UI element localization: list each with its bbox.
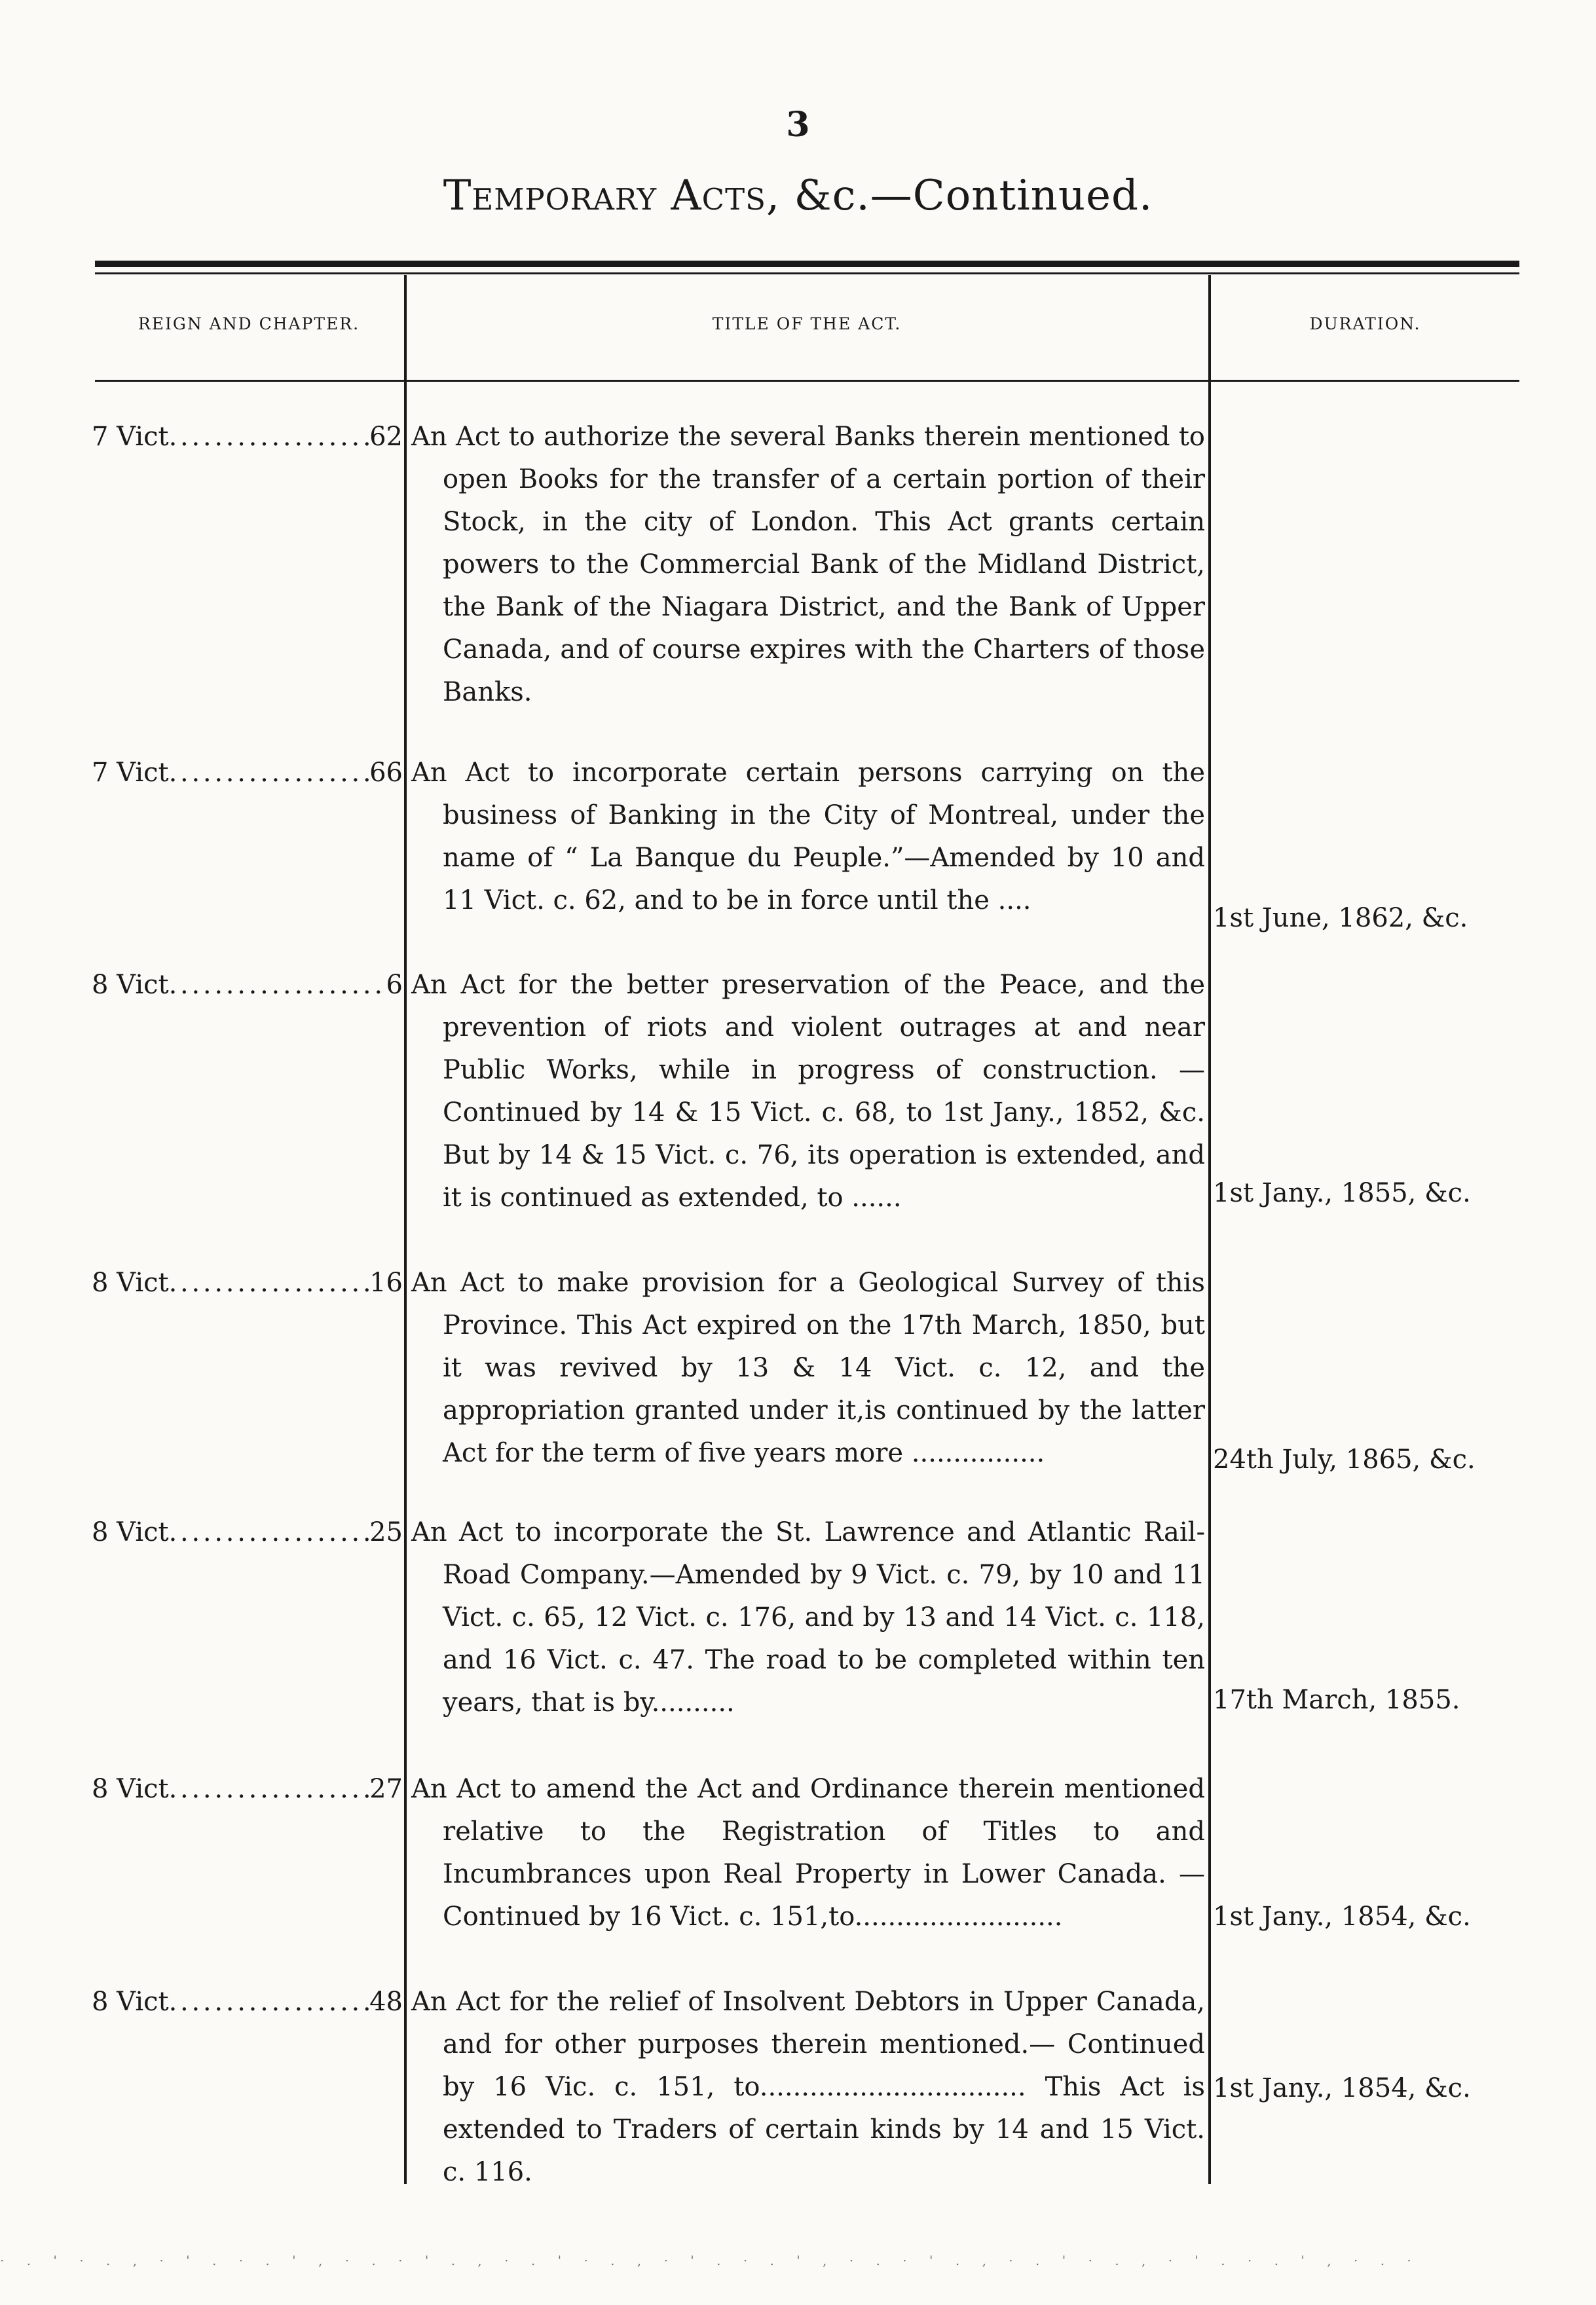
act-duration: 1st Jany., 1854, &c. (1213, 1902, 1471, 1932)
act-duration: 1st June, 1862, &c. (1213, 903, 1468, 933)
reign-label: 8 Vict (92, 1987, 169, 2017)
reign-chapter (92, 1511, 403, 1553)
column-header-reign: REIGN AND CHAPTER. (138, 314, 360, 333)
act-duration: 17th March, 1855. (1213, 1685, 1460, 1715)
reign-chapter (92, 1262, 403, 1304)
column-header-duration: DURATION. (1309, 314, 1421, 333)
act-title: An Act to make provision for a Geological Survey of this Province. This Act expired on the 17th March, 1850, but it was revived by 13 & 14 Vict. c. 12, and the appropriation granted under it,is continued by the latter Act for the term of five years more ................ (411, 1268, 1205, 1468)
reign-label: 8 Vict (92, 970, 169, 1000)
reign-label: 7 Vict (92, 422, 169, 452)
header-rule (95, 380, 1519, 382)
act-duration: 1st Jany., 1855, &c. (1213, 1178, 1471, 1208)
column-divider-left (404, 275, 407, 2184)
column-header-title: TITLE OF THE ACT. (712, 314, 902, 333)
page-number: 3 (786, 105, 810, 145)
page-title (0, 172, 1596, 220)
reign-chapter (92, 752, 403, 794)
act-title: An Act to incorporate certain persons carrying on the business of Banking in the City of Montreal, under the name of “ La Banque du Peuple.”—Amended by 10 and 11 Vict. c. 62, and to be in force until the .... (411, 758, 1205, 915)
reign-label: 8 Vict (92, 1268, 169, 1298)
chapter-number: 25 (369, 1517, 403, 1547)
page-title-main: Temporary Acts, (443, 172, 781, 220)
chapter-number: 66 (369, 758, 403, 788)
column-divider-right (1208, 275, 1211, 2184)
reign-label: 7 Vict (92, 758, 169, 788)
reign-label: 8 Vict (92, 1517, 169, 1547)
chapter-number: 6 (386, 970, 403, 1000)
reign-chapter (92, 964, 403, 1006)
top-rule-thin (95, 272, 1519, 274)
paper-edge-specks: · . ' · . , · ' . · . ' , · . · ' . , · . ' · . , · ' . · . ' , · . · ' . , · . ' · . , · ' . · . ' , · . · (0, 2253, 1420, 2268)
act-title: An Act for the relief of Insolvent Debtors in Upper Canada, and for other purposes therein mentioned.— Continued by 16 Vic. c. 151, to................................ This Act is extended to Traders of certain kinds by 14 and 15 Vict. c. 116. (411, 1987, 1205, 2187)
reign-label: 8 Vict (92, 1774, 169, 1804)
chapter-number: 62 (369, 422, 403, 452)
act-duration: 24th July, 1865, &c. (1213, 1445, 1475, 1475)
act-title: An Act to authorize the several Banks therein mentioned to open Books for the transfer of a certain portion of their Stock, in the city of London. This Act grants certain powers to the Commercial Bank of the Midland District, the Bank of the Niagara District, and the Bank of Upper Canada, and of course expires with the Charters of those Banks. (411, 422, 1205, 707)
top-rule-thick (95, 261, 1519, 267)
act-title: An Act for the better preservation of the Peace, and the prevention of riots and violent outrages at and near Public Works, while in progress of construction. —Continued by 14 & 15 Vict. c. 68, to 1st Jany., 1852, &c. But by 14 & 15 Vict. c. 76, its operation is extended, and it is continued as extended, to ...... (411, 970, 1205, 1213)
page-title-rest: &c.—Continued. (780, 172, 1153, 220)
reign-chapter (92, 416, 403, 458)
chapter-number: 27 (369, 1774, 403, 1804)
reign-chapter (92, 1981, 403, 2023)
chapter-number: 16 (369, 1268, 403, 1298)
act-title: An Act to incorporate the St. Lawrence and Atlantic Rail-Road Company.—Amended by 9 Vict. c. 79, by 10 and 11 Vict. c. 65, 12 Vict. c. 176, and by 13 and 14 Vict. c. 118, and 16 Vict. c. 47. The road to be completed within ten years, that is by.......... (411, 1517, 1205, 1718)
act-title: An Act to amend the Act and Ordinance therein mentioned relative to the Registration of Titles to and Incumbrances upon Real Property in Lower Canada. —Continued by 16 Vict. c. 151,to......................... (411, 1774, 1205, 1932)
act-duration: 1st Jany., 1854, &c. (1213, 2073, 1471, 2103)
chapter-number: 48 (369, 1987, 403, 2017)
reign-chapter (92, 1768, 403, 1810)
